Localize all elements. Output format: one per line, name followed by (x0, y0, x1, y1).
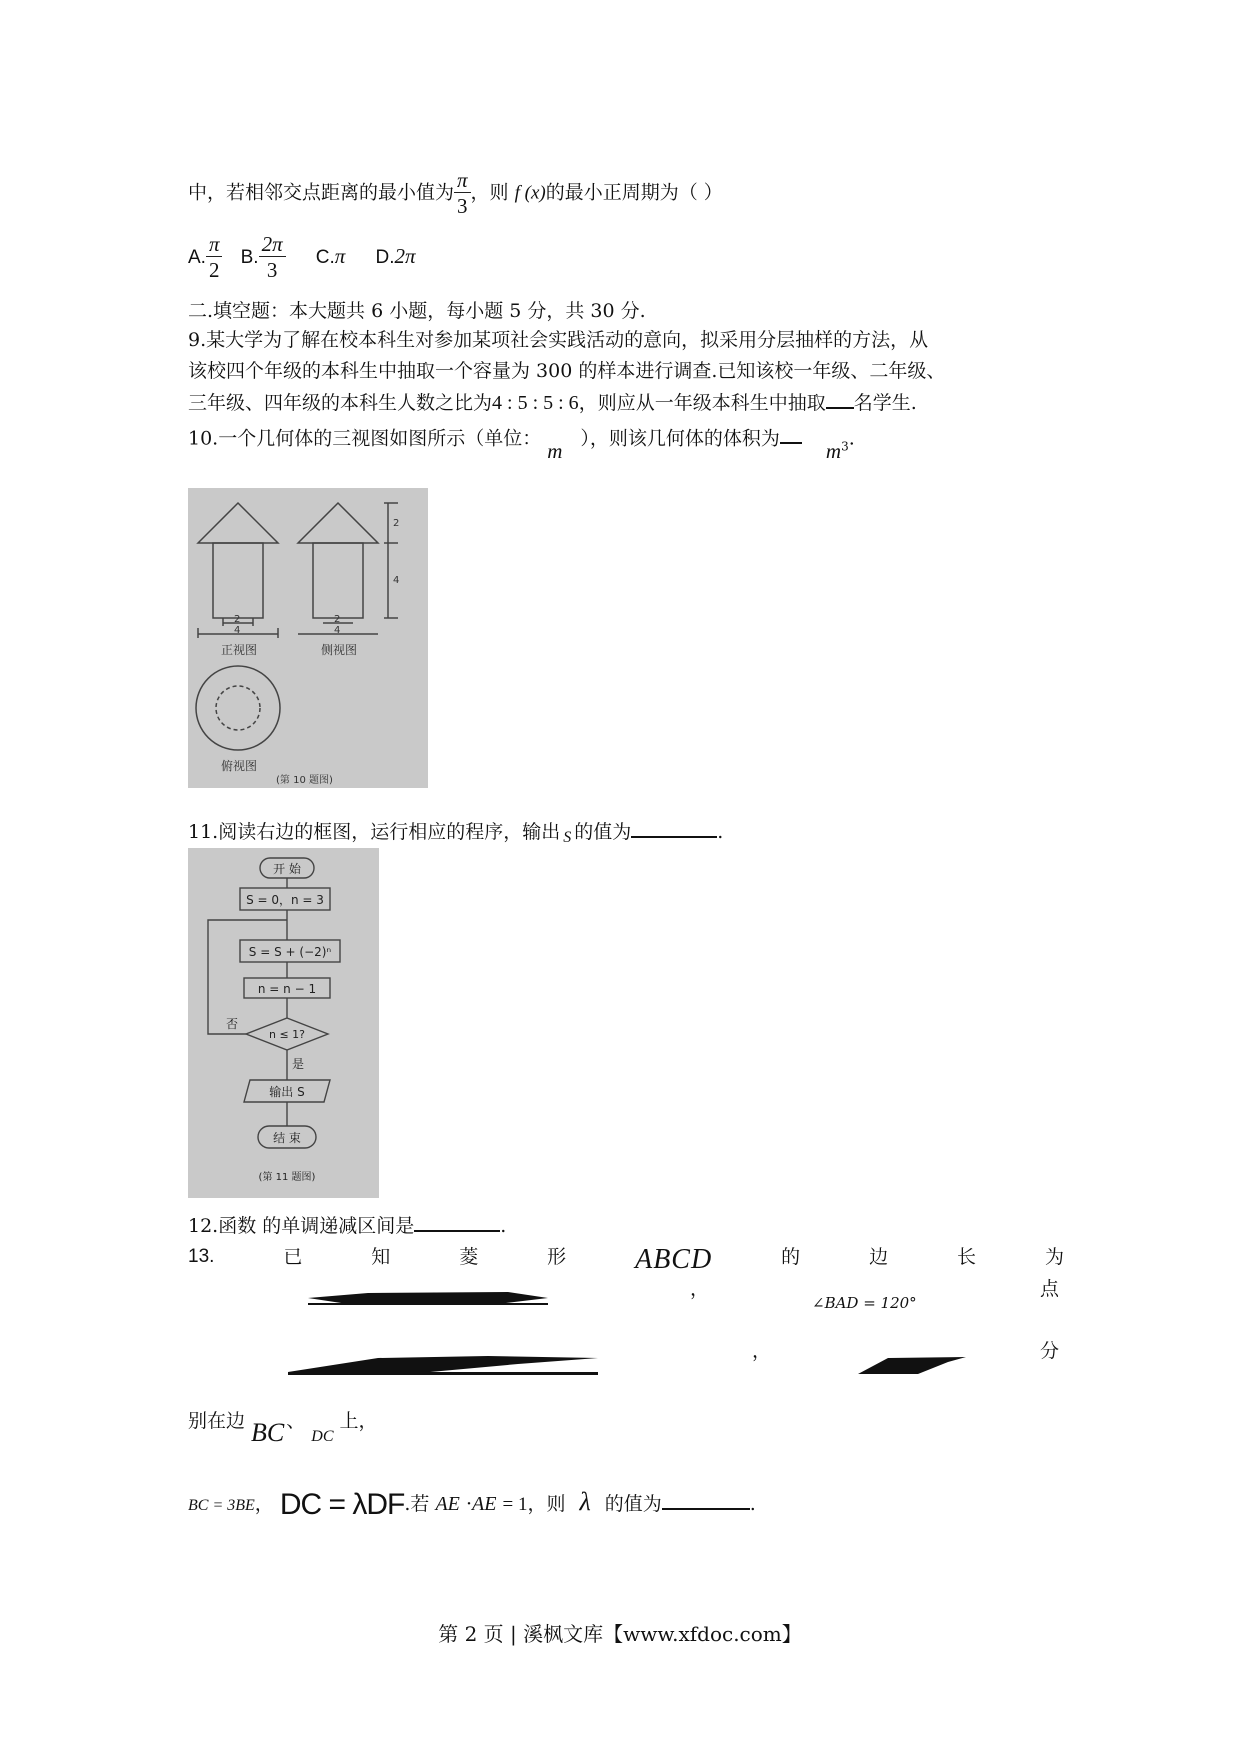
fig10-top-label: 俯视图 (221, 759, 258, 773)
flow-init: S = 0，n = 3 (246, 893, 324, 907)
fig10-dim-2-side: 2 (334, 614, 341, 625)
flow-output: 输出 S (269, 1085, 305, 1099)
fig10-dim-4-height: 4 (393, 575, 400, 586)
fx-expression: f (x) (514, 182, 546, 204)
q11-answer-blank[interactable] (631, 818, 717, 838)
q12-answer-blank[interactable] (414, 1212, 500, 1232)
q8-options (188, 232, 416, 283)
fig10-side-label: 侧视图 (321, 643, 358, 657)
section2-heading: 二.填空题：本大题共 6 小题，每小题 5 分，共 30 分. (188, 300, 646, 322)
fig10-dim-4-side: 4 (334, 625, 341, 636)
q13-answer-blank[interactable] (662, 1490, 750, 1510)
fig10-front-label: 正视图 (221, 643, 258, 657)
flow-no: 否 (225, 1017, 239, 1031)
angle-bad: ∠BAD = 120° (812, 1294, 917, 1312)
unit-m: m (547, 439, 563, 464)
q13-row1: 13. 已 知 菱 形 ABCD 的 边 长 为 (188, 1244, 1064, 1275)
garbled-letter-f (858, 1354, 966, 1376)
q8-fraction: $\frac{\pi}{3}$ (454, 168, 471, 219)
q9-line3: 三年级、四年级的本科生人数之比为4 : 5 : 5 : 6，则应从一年级本科生中抽取 名学生. (188, 389, 917, 416)
flow-decrement: n = n − 1 (257, 982, 317, 996)
option-a: A. $\frac{\pi}{2}$ (188, 246, 222, 268)
option-b: B. $\frac{2\pi}{3}$ (241, 246, 286, 268)
q9-line2: 该校四个年级的本科生中抽取一个容量为 300 的样本进行调查.已知该校一年级、二年级、 (188, 360, 946, 382)
q13-line3: 别在边 BC 、$_{DC}$上， (188, 1410, 378, 1447)
bc-label: BC (251, 1418, 285, 1447)
garbled-expression-1 (308, 1290, 548, 1306)
option-d: D.2π (375, 243, 416, 268)
lambda-symbol: λ (579, 1487, 591, 1516)
figure-10-three-views (188, 488, 428, 788)
flow-end: 结 束 (273, 1131, 301, 1145)
q8-text: 中，若相邻交点距离的最小值为 (188, 181, 455, 204)
option-c: C.π (315, 243, 346, 268)
dc-label: DC (311, 1428, 334, 1445)
q13-line4: BC = 3BE， DC = λDF.若 AE ·AE = 1，则 λ 的值为 . (188, 1487, 756, 1521)
q8-tail-line: 中，若相邻交点距离的最小值为 $\frac{\pi}{3}$ ，则 f (x)的最小正周期为（ ） (188, 168, 723, 218)
q9-line1: 9.某大学为了解在校本科生对参加某项社会实践活动的意向，拟采用分层抽样的方法，从 (188, 329, 929, 351)
q10-answer-blank[interactable] (780, 424, 802, 444)
q12-line: 12.函数 的单调递减区间是 . (188, 1212, 506, 1239)
flow-update: S = S + (−2)ⁿ (248, 945, 332, 959)
ratio: 4 : 5 : 5 : 6 (492, 392, 579, 414)
dc-lambda-df: DC = λDF (279, 1488, 405, 1521)
flow-condition: n ≤ 1? (268, 1028, 306, 1041)
unit-m3: $m^3$ (825, 439, 849, 464)
q11-line: 11.阅读右边的框图，运行相应的程序，输出 $_S$ 的值为 . (188, 818, 723, 847)
flow-start: 开 始 (273, 862, 301, 876)
abcd: ABCD (635, 1244, 713, 1275)
garbled-expression-2 (288, 1354, 598, 1376)
fig10-dim-2-front: 2 (234, 614, 241, 625)
q9-answer-blank[interactable] (826, 389, 854, 409)
fig10-dim-2-height: 2 (393, 518, 400, 529)
figure-11-flowchart (188, 848, 379, 1198)
page-footer: 第 2 页 | 溪枫文库【www.xfdoc.com】 (438, 1622, 802, 1646)
q10-line: 10.一个几何体的三视图如图所示（单位：m），则该几何体的体积为$m^3$. (188, 420, 855, 451)
fig10-dim-4-front: 4 (234, 625, 241, 636)
fig11-caption: (第 11 题图) (258, 1172, 316, 1183)
flow-yes: 是 (291, 1057, 305, 1071)
fig10-caption: (第 10 题图) (276, 775, 333, 786)
